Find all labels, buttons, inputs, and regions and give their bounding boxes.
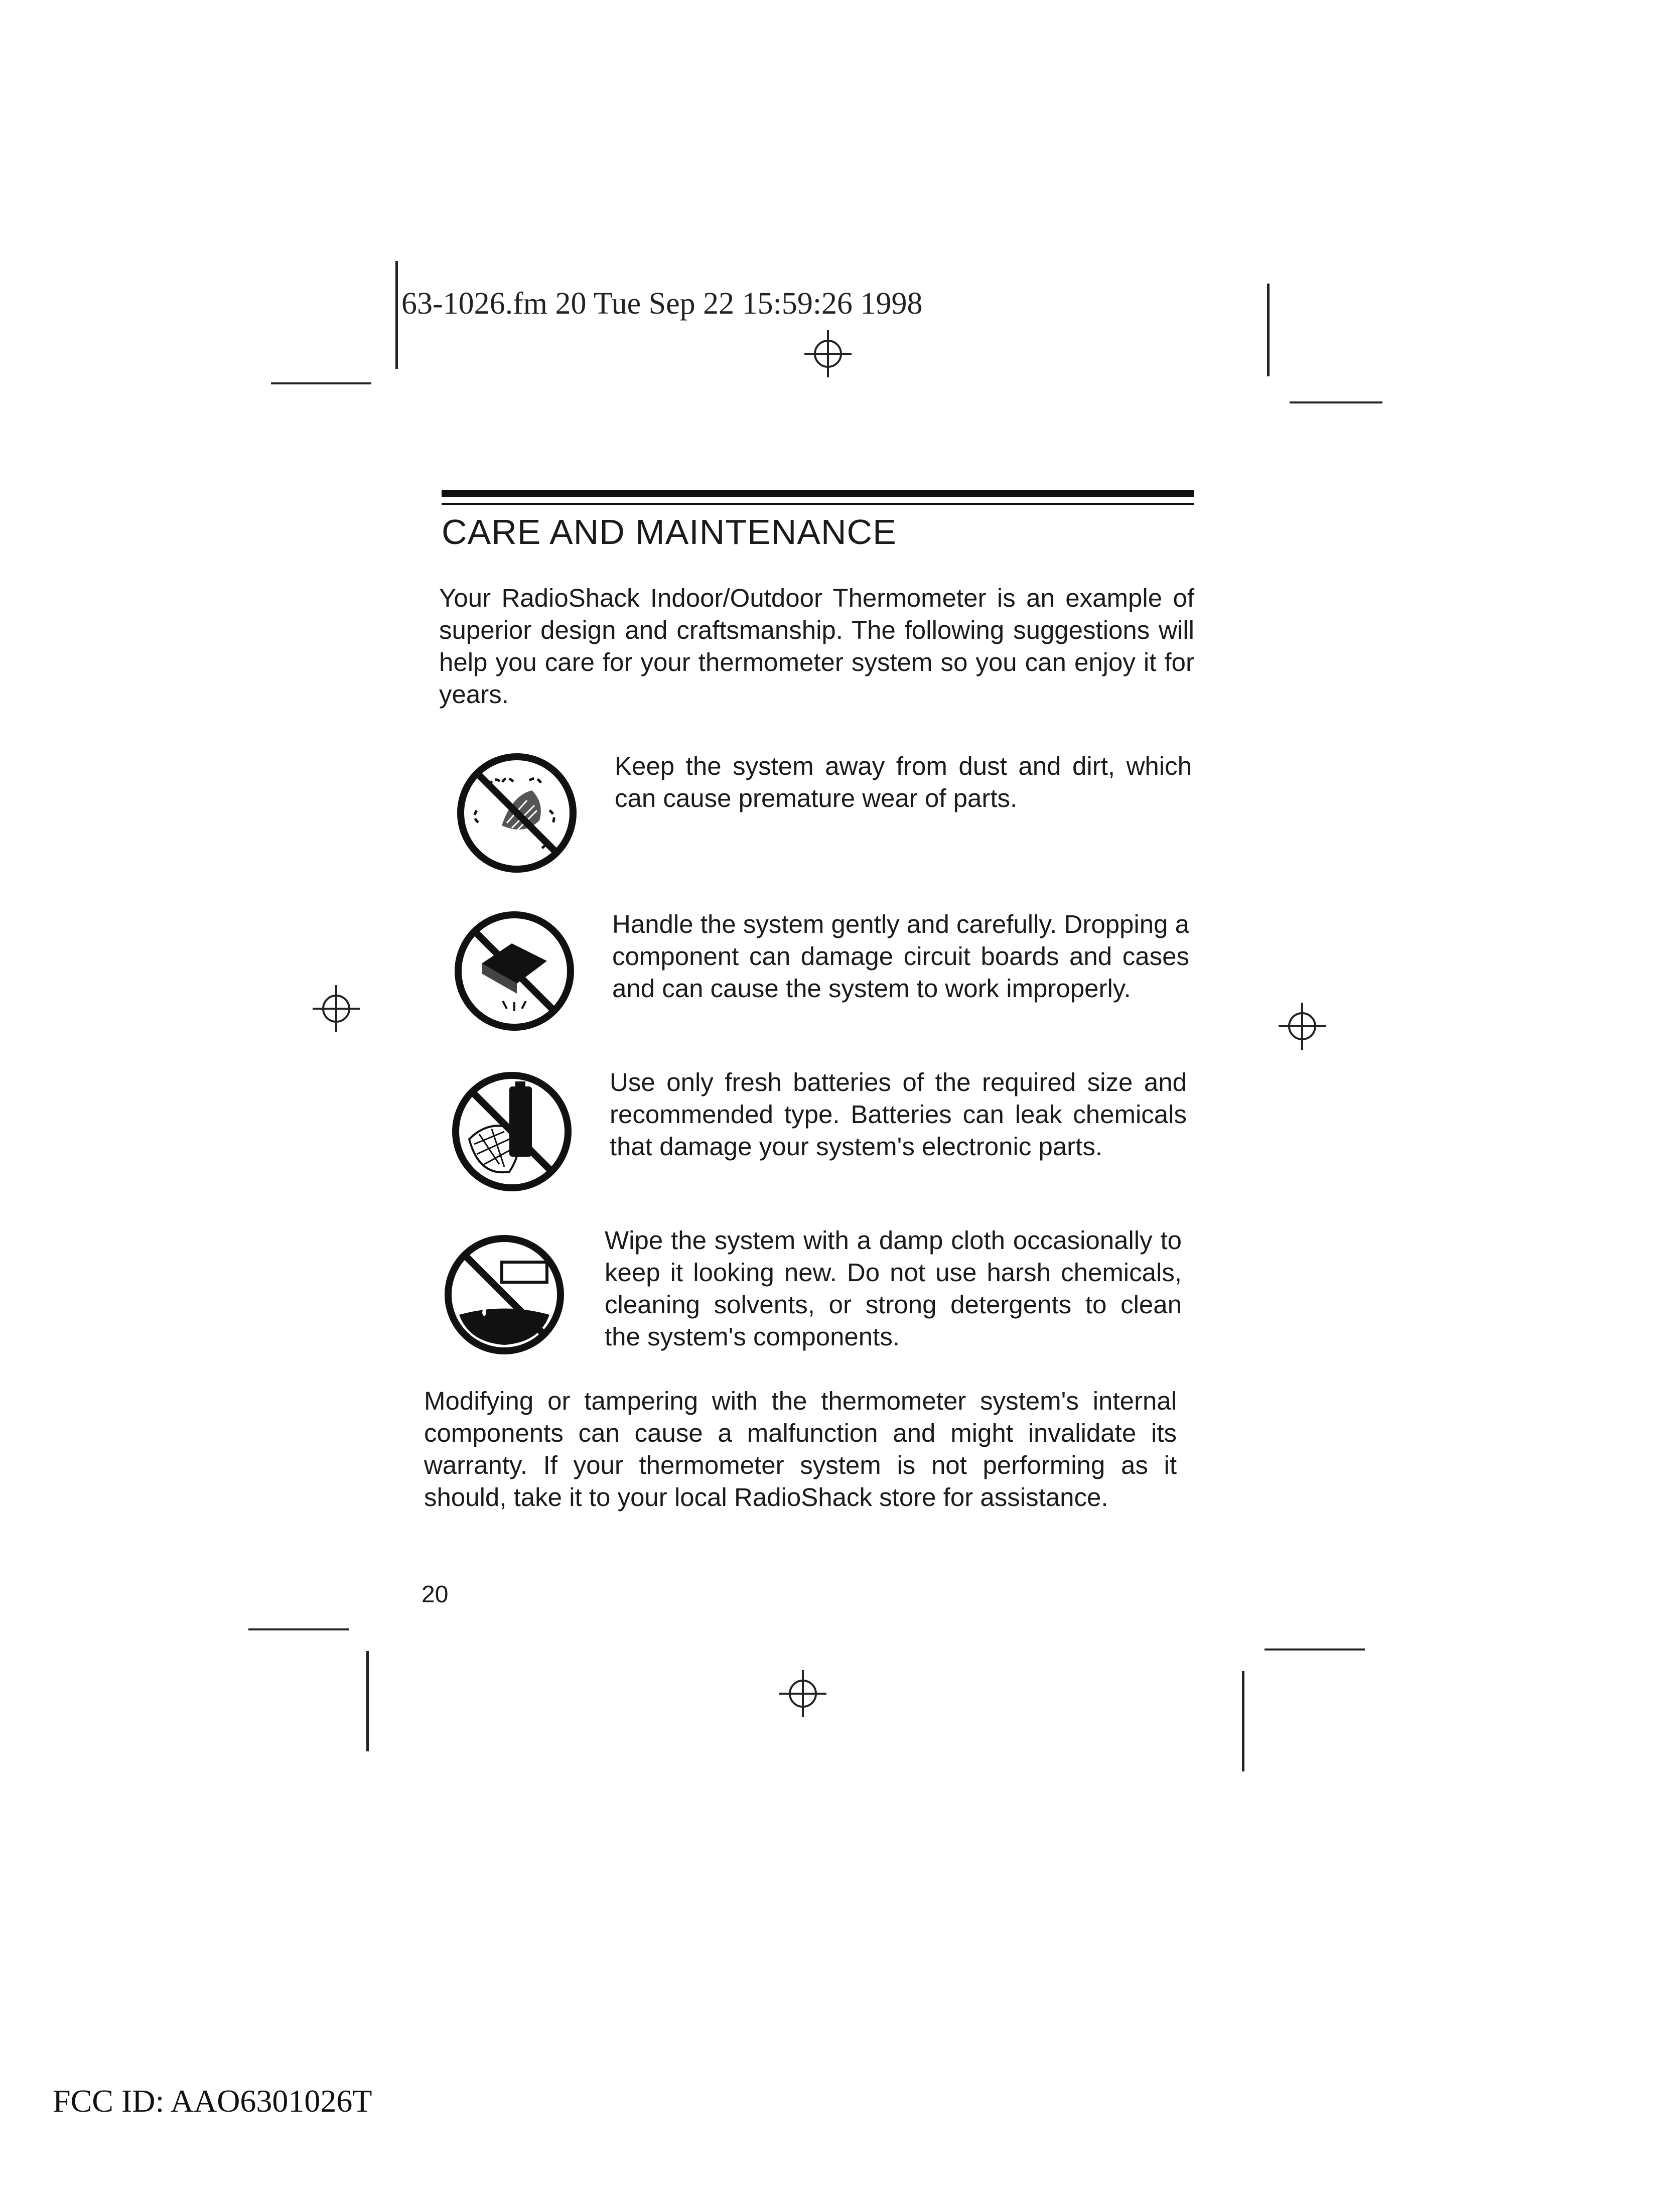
closing-paragraph: Modifying or tampering with the thermometer system's internal components can cause a malfunction and might invalidate its warranty. If your thermometer system is not performing as it should, take it to your local RadioShack store for assistance.: [424, 1387, 1177, 1511]
registration-mark-icon: [800, 326, 856, 381]
section-title: CARE AND MAINTENANCE: [442, 512, 897, 552]
file-stamp: 63-1026.fm 20 Tue Sep 22 15:59:26 1998: [401, 287, 923, 321]
registration-mark-icon: [1275, 999, 1330, 1054]
crop-mark: [1290, 401, 1382, 403]
no-dropping-icon: [452, 908, 577, 1034]
no-old-batteries-icon: [449, 1069, 575, 1194]
registration-mark-icon: [309, 981, 364, 1036]
care-item-text: Keep the system away from dust and dirt, which can cause premature wear of parts.: [615, 752, 1192, 812]
crop-mark: [248, 1628, 349, 1630]
registration-mark-icon: [775, 1666, 830, 1721]
crop-mark: [1267, 284, 1270, 376]
crop-mark: [271, 382, 371, 384]
crop-mark: [1242, 1671, 1244, 1771]
fcc-id: FCC ID: AAO6301026T: [53, 2083, 372, 2119]
no-dust-icon: [454, 750, 580, 876]
page-number: 20: [422, 1581, 449, 1608]
crop-mark: [1265, 1648, 1365, 1651]
section-rule: [442, 490, 1194, 497]
crop-mark: [395, 261, 398, 369]
section-rule: [442, 503, 1194, 505]
care-item-text: Use only fresh batteries of the required size and recommended type. Batteries can leak chemicals that damage your system's electronic parts.: [610, 1068, 1187, 1161]
intro-paragraph: Your RadioShack Indoor/Outdoor Thermometer is an example of superior design and craftsmanship. The following suggestions will help you care for your thermometer system so you can enjoy it for years.: [439, 584, 1194, 709]
crop-mark: [366, 1651, 369, 1751]
care-item-text: Wipe the system with a damp cloth occasionally to keep it looking new. Do not use harsh chemicals, cleaning solvents, or strong detergents to clean the system's components.: [605, 1226, 1182, 1351]
care-item-text: Handle the system gently and carefully. Dropping a component can damage circuit boards and cases and can cause the system to work improperly.: [612, 910, 1190, 1003]
no-harsh-chemicals-icon: [442, 1232, 567, 1357]
